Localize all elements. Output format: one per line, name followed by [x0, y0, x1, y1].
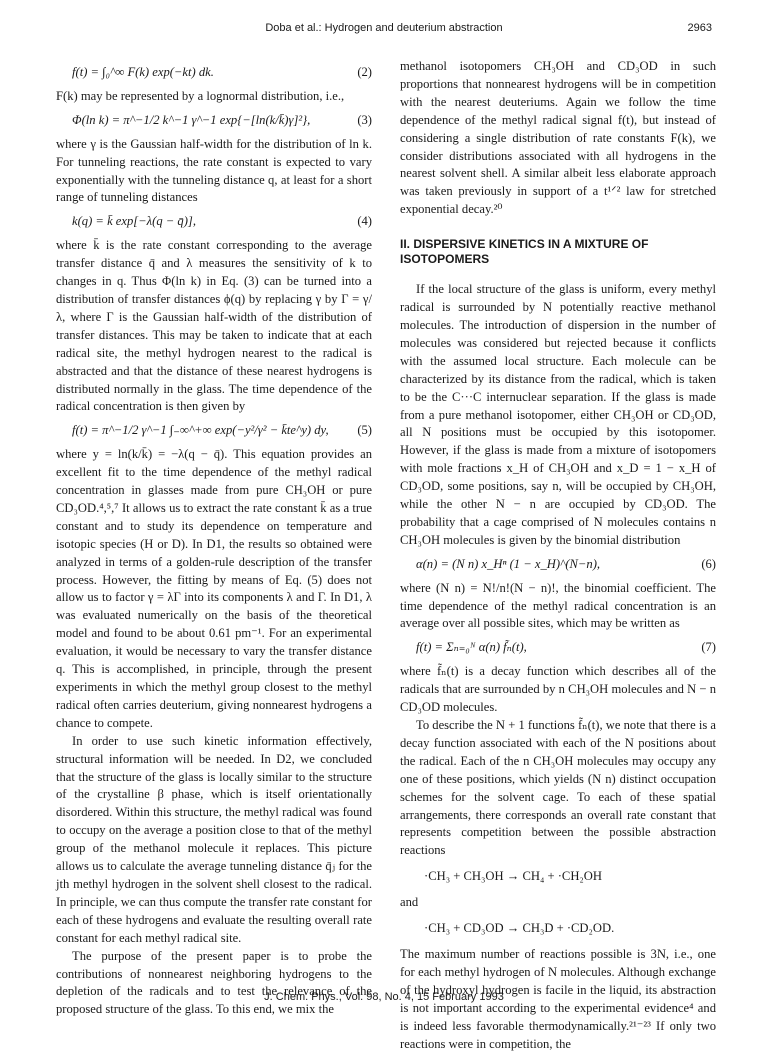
right-column: [400, 58, 716, 1053]
equation-5-number: (5): [357, 423, 372, 438]
paragraph: where y = ln(k/k̄) = −λ(q − q̄). This equation provides an excellent fit to the time dependence of the methyl radical concentration in glasses made from pure CH₃OH or pure CD₃OD.⁴,⁵,⁷ It allows us to extract the rate constant k̄ as a true constant and to study its dependence on temperature and isotopic species (H or D). In D1, the results so obtained were analyzed in terms of a golden-rule description of the transfer process. However, the fitting by means of Eq. (5) does not allow us to factor γ = λΓ into its components λ and Γ. In D1, λ was evaluated numerically on the basis of the theoretical model and found to be about 0.61 pm⁻¹. For an experimental evaluation, it would be necessary to vary the transfer distance q. This is accomplished, in principle, through the present experiments in which the methyl group closest to the methyl radical often carries deuterium, giving nonnearest hydrogens a chance to compete.: [56, 447, 372, 730]
left-column: [56, 58, 372, 1019]
section-heading: II. DISPERSIVE KINETICS IN A MIXTURE OF ISOTOPOMERS: [400, 237, 649, 267]
paragraph: In order to use such kinetic information effectively, structural information will be needed. In D2, we concluded that the structure of the glass is locally similar to the structure of the crystalline β phase, which is itself orientationally disordered. Within this structure, the methyl radical was found to occupy on the average a position close to that of the methyl group of the methanol molecule it replaces. This picture allows us to calculate the average tunneling distance q̄ⱼ for the jth methyl hydrogen in the solvent shell closest to the radical. In principle, we can thus compute the transfer rate constant for each of these hydrogens and evaluate the resulting overall rate constant for each methyl radical site.: [56, 733, 372, 945]
paragraph: To describe the N + 1 functions f̃ₙ(t), we note that there is a decay function associated with each of the N positions about the radical. Each of the n CH₃OH molecules may occupy any one of these positions, which yields (N n) distinct occupation schemes for the solvent cage. To each of these spatial arrangements, there corresponds an overall rate constant that represents competition between the possible abstraction reactions: [400, 718, 716, 858]
equation-3-body: Φ(ln k) = π^−1/2 k^−1 γ^−1 exp{−[ln(k/k̄)γ]²},: [72, 112, 311, 127]
equation-5: [56, 422, 372, 440]
reaction-d-abstraction: ·CH₃ + CD₃OD → CH₃D + ·CD₂OD.: [424, 921, 615, 936]
equation-4: [56, 213, 372, 231]
connective-text: and: [400, 895, 419, 910]
equation-4-body: k(q) = k̄ exp[−λ(q − q̄)],: [72, 214, 196, 229]
equation-7-number: (7): [701, 640, 716, 655]
paragraph: The maximum number of reactions possible is 3N, i.e., one for each methyl hydrogen of N molecules. Although exchange of the hydroxyl hydrogen is facile in the liquid, its abstraction is not important according to the experimental evidence⁴ and is indeed less favorable thermodynamically.²¹⁻²³ If only two reactions were in competition, the: [400, 946, 716, 1051]
equation-5-body: f(t) = π^−1/2 γ^−1 ∫₋∞^+∞ exp(−y²/γ² − k̄te^y) dy,: [72, 423, 329, 438]
paragraph: If the local structure of the glass is uniform, every methyl radical is surrounded by N potentially reactive methanol molecules. The introduction of dispersion in the number of molecules was considered but rejected because it conflicts with the assumed local structure. Each molecule can be characterized by its distance from the radical, which is taken to be the C···C internuclear separation. If the glass is made from a pure methanol isotopomer, either CH₃OH or CD₃OD, all N positions must be occupied by this isotopomer. However, if the glass is made from a mixture of isotopomers with mole fractions x_H of CH₃OH and x_D = 1 − x_H of CD₃OD, some positions, say n, will be occupied by CH₃OH, while the other N − n are occupied by CD₃OD. The probability that a cage comprised of N molecules contains n CH₃OH molecules is given by the binomial distribution: [400, 282, 716, 547]
equation-2-number: (2): [357, 65, 372, 79]
equation-7-body: f(t) = Σₙ₌₀ᴺ α(n) f̃ₙ(t),: [416, 640, 527, 655]
equation-7: [400, 639, 716, 657]
equation-6: [400, 556, 716, 574]
running-title: Doba et al.: Hydrogen and deuterium abstraction: [265, 22, 503, 34]
page-number: 2963: [687, 22, 712, 34]
paragraph: methanol isotopomers CH₃OH and CD₃OD in such proportions that nonnearest hydrogens will be in competition with the nearest deuteriums. Again we follow the time dependence of the methyl radical signal f(t), but instead of considering a single distribution of rate constants F(k), we consider distributions associated with all hydrogens in the nearest solvent shell. A similar albeit less elaborate approach was taken previously in support of a t¹ᐟ² law for stretched exponential decay.²⁰: [400, 59, 716, 217]
equation-3: [56, 112, 372, 130]
paragraph: where (N n) = N!/n!(N − n)!, the binomial coefficient. The time dependence of the methyl radical concentration is an average over all possible sites, which may be written as: [400, 580, 716, 631]
equation-2: [56, 64, 372, 82]
equation-4-number: (4): [357, 214, 372, 229]
reaction-h-abstraction: ·CH₃ + CH₃OH → CH₄ + ·CH₂OH: [424, 869, 602, 884]
paragraph: The purpose of the present paper is to probe the contributions of nonnearest neighboring hydrogens to the depletion of the radicals and to test the relevance of the proposed structure of the glass. To this end, we mix the: [56, 948, 372, 1017]
equation-3-number: (3): [357, 112, 372, 127]
paragraph: F(k) may be represented by a lognormal distribution, i.e.,: [56, 88, 345, 103]
equation-6-number: (6): [701, 556, 716, 571]
equation-6-body: α(n) = (N n) x_Hⁿ (1 − x_H)^(N−n),: [416, 556, 601, 571]
page-header: [56, 22, 712, 38]
paragraph: where γ is the Gaussian half-width for the distribution of ln k. For tunneling reactions, the rate constant is expected to vary exponentially with the tunneling distance q, at least for a short range of tunneling distances: [56, 136, 372, 205]
page-footer: J. Chem. Phys., Vol. 98, No. 4, 15 February 1993: [264, 991, 504, 1003]
paragraph: where f̃ₙ(t) is a decay function which describes all of the radicals that are surrounded by n CH₃OH molecules and N − n CD₃OD molecules.: [400, 664, 716, 715]
equation-2-body: f(t) = ∫₀^∞ F(k) exp(−kt) dk.: [72, 65, 214, 79]
paragraph: where k̄ is the rate constant corresponding to the average transfer distance q̄ and λ measures the sensitivity of k to changes in q. Thus Φ(ln k) in Eq. (3) can be turned into a distribution of transfer distances ϕ(q) by replacing γ by Γ = γ/λ, where Γ is the Gaussian half-width of the distribution of transfer distances. This may be taken to indicate that at each radical site, the methyl hydrogen nearest to the radical is abstracted and that the distance of these nearest hydrogens is distributed normally in the glass. The time dependence of the radical concentration is then given by: [56, 238, 372, 414]
